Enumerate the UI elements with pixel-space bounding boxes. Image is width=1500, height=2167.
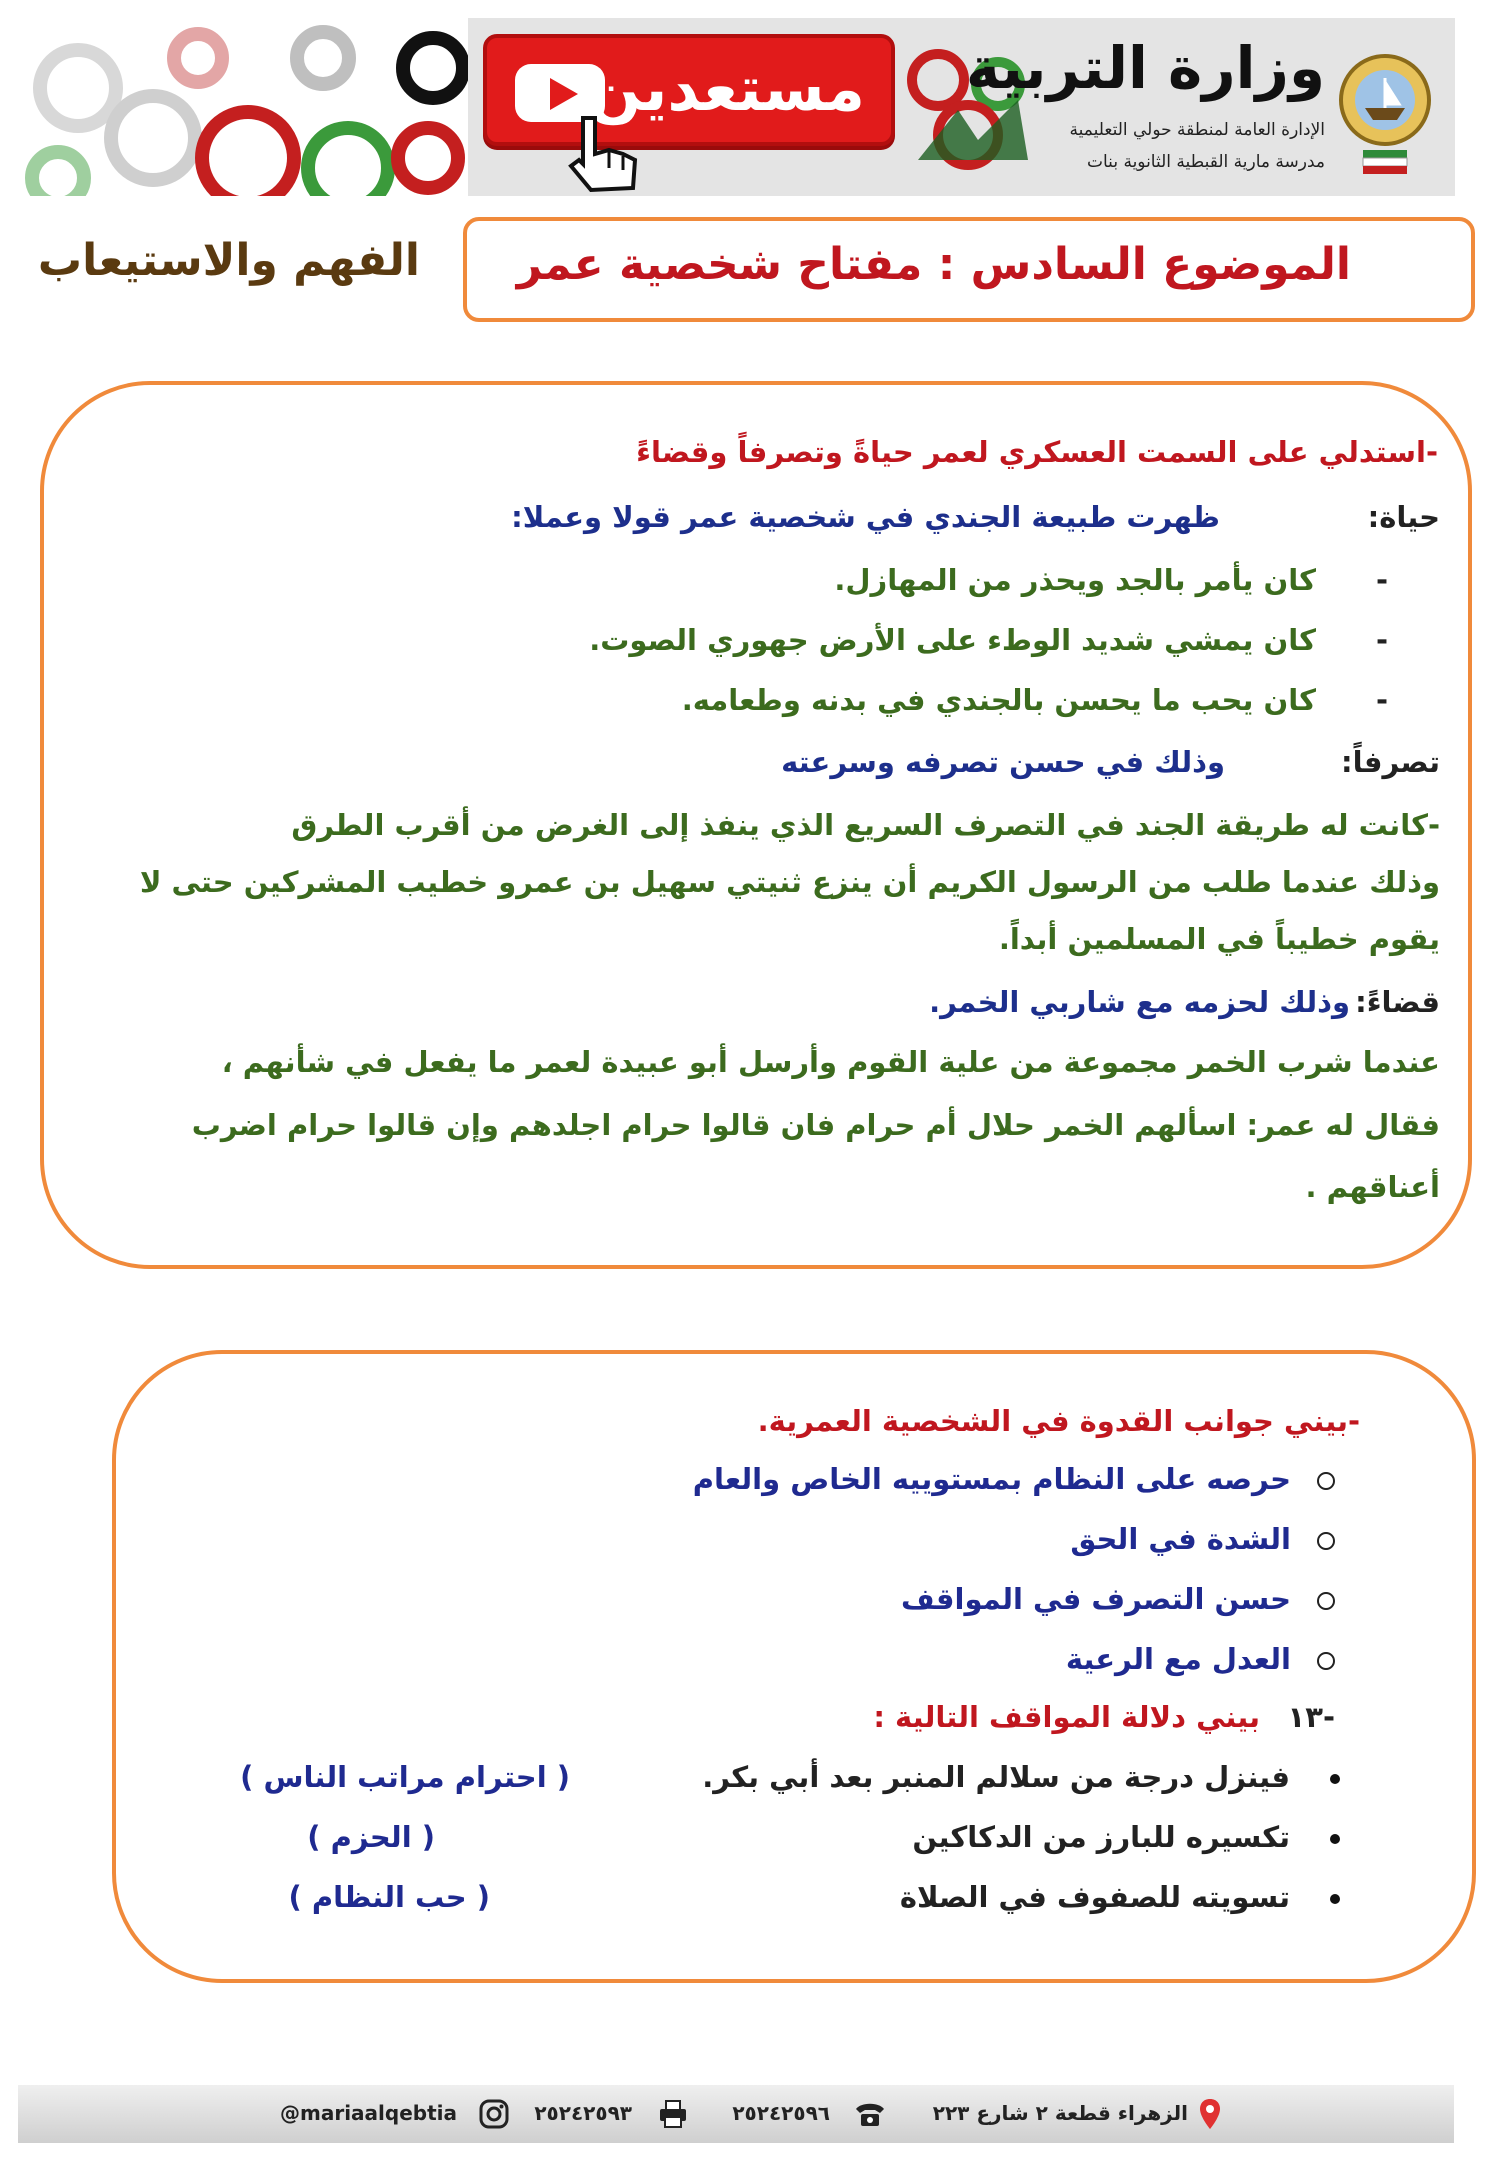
ministry-block	[965, 28, 1435, 188]
location-pin-icon	[1198, 2097, 1222, 2131]
situation-text: فينزل درجة من سلالم المنبر بعد أبي بكر.	[702, 1760, 1290, 1794]
kuwait-emblem-icon	[1335, 38, 1435, 178]
judge-paragraph: فقال له عمر: اسألهم الخمر حلال أم حرام فان قالوا حرام اجلدهم وإن قالوا حرام اضرب	[191, 1108, 1440, 1142]
dot-bullet-icon	[1330, 1834, 1340, 1844]
situation-meaning: ( احترام مراتب الناس )	[240, 1760, 570, 1794]
list-item	[589, 623, 1388, 658]
situation-text: تسويته للصفوف في الصلاة	[899, 1880, 1290, 1914]
circle-bullet-icon	[1317, 1472, 1335, 1490]
ready-youtube-button[interactable]	[483, 34, 895, 146]
fax-icon	[658, 2099, 688, 2129]
list-item	[693, 1462, 1335, 1497]
situation-row	[900, 1880, 1340, 1915]
instagram-icon	[478, 2098, 510, 2130]
role-item-text: حسن التصرف في المواقف	[900, 1582, 1291, 1616]
ministry-title: وزارة التربية	[965, 34, 1325, 102]
life-item-text: كان يحب ما يحسن بالجندي في بدنه وطعامه.	[681, 683, 1316, 717]
footer-address: الزهراء قطعة ٢ شارع ٢٢٣	[932, 2101, 1188, 2125]
footer-bar	[18, 2085, 1454, 2143]
section-label: الفهم والاستيعاب	[37, 235, 420, 286]
topic-title-box	[463, 217, 1475, 322]
circle-bullet-icon	[1317, 1592, 1335, 1610]
action-text: وذلك في حسن تصرفه وسرعته	[781, 745, 1225, 779]
role-item-text: العدل مع الرعية	[1065, 1642, 1291, 1676]
action-paragraph: يقوم خطيباً في المسلمين أبداً.	[998, 922, 1440, 956]
gears-icon	[18, 18, 468, 196]
question-13-number: -١٣	[1287, 1700, 1335, 1734]
list-item	[901, 1582, 1335, 1617]
dot-bullet-icon	[1330, 1774, 1340, 1784]
role-item-text: الشدة في الحق	[1070, 1522, 1291, 1556]
footer-instagram[interactable]: @mariaalqebtia	[280, 2101, 458, 2125]
judge-paragraph: أعناقهم .	[1305, 1170, 1440, 1204]
circle-bullet-icon	[1317, 1652, 1335, 1670]
ready-button-label: مستعدين	[588, 52, 865, 125]
question-2: -بيني جوانب القدوة في الشخصية العمرية.	[757, 1404, 1360, 1438]
situation-meaning: ( حب النظام )	[288, 1880, 490, 1914]
dash-marker: -	[1375, 563, 1388, 597]
judge-label: قضاءً:	[1355, 985, 1440, 1019]
situation-row	[912, 1820, 1340, 1855]
judge-text: وذلك لحزمه مع شاربي الخمر.	[929, 985, 1350, 1019]
header-banner	[18, 18, 1455, 196]
footer-phone: ٢٥٢٤٢٥٩٦	[732, 2101, 830, 2125]
action-paragraph: -كانت له طريقة الجند في التصرف السريع الذي ينفذ إلى الغرض من أقرب الطرق	[291, 808, 1440, 842]
judge-paragraph: عندما شرب الخمر مجموعة من علية القوم وأرسل أبو عبيدة لعمر ما يفعل في شأنهم ،	[221, 1045, 1440, 1079]
situation-row	[702, 1760, 1340, 1795]
pointing-hand-icon	[553, 110, 643, 196]
list-item	[834, 563, 1388, 598]
play-icon	[550, 78, 578, 110]
situation-text: تكسيره للبارز من الدكاكين	[912, 1820, 1290, 1854]
life-label: حياة:	[1367, 500, 1440, 534]
telephone-icon	[853, 2099, 887, 2129]
list-item	[1070, 1522, 1335, 1557]
topic-title: الموضوع السادس : مفتاح شخصية عمر	[516, 239, 1351, 290]
school-name: مدرسة مارية القبطية الثانوية بنات	[1087, 152, 1325, 172]
role-item-text: حرصه على النظام بمستوييه الخاص والعام	[692, 1462, 1291, 1496]
question-1: -استدلي على السمت العسكري لعمر حياةً وتصرفاً وقضاءً	[636, 435, 1438, 469]
dash-marker: -	[1375, 623, 1388, 657]
circle-bullet-icon	[1317, 1532, 1335, 1550]
life-text: ظهرت طبيعة الجندي في شخصية عمر قولا وعملا:	[511, 500, 1220, 534]
action-label: تصرفاً:	[1341, 745, 1440, 779]
ministry-subtitle: الإدارة العامة لمنطقة حولي التعليمية	[1069, 120, 1325, 140]
action-paragraph: وذلك عندما طلب من الرسول الكريم أن ينزع ثنيتي سهيل بن عمرو خطيب المشركين حتى لا	[139, 865, 1440, 899]
question-13-text: بيني دلالة المواقف التالية :	[873, 1700, 1260, 1734]
footer-fax: ٢٥٢٤٢٥٩٣	[534, 2101, 632, 2125]
life-item-text: كان يأمر بالجد ويحذر من المهازل.	[834, 563, 1316, 597]
situation-meaning: ( الحزم )	[307, 1820, 435, 1854]
dash-marker: -	[1375, 683, 1388, 717]
gears-decoration	[18, 18, 468, 196]
list-item	[1066, 1642, 1335, 1677]
dot-bullet-icon	[1330, 1894, 1340, 1904]
life-item-text: كان يمشي شديد الوطء على الأرض جهوري الصوت.	[589, 623, 1316, 657]
list-item	[682, 683, 1388, 718]
